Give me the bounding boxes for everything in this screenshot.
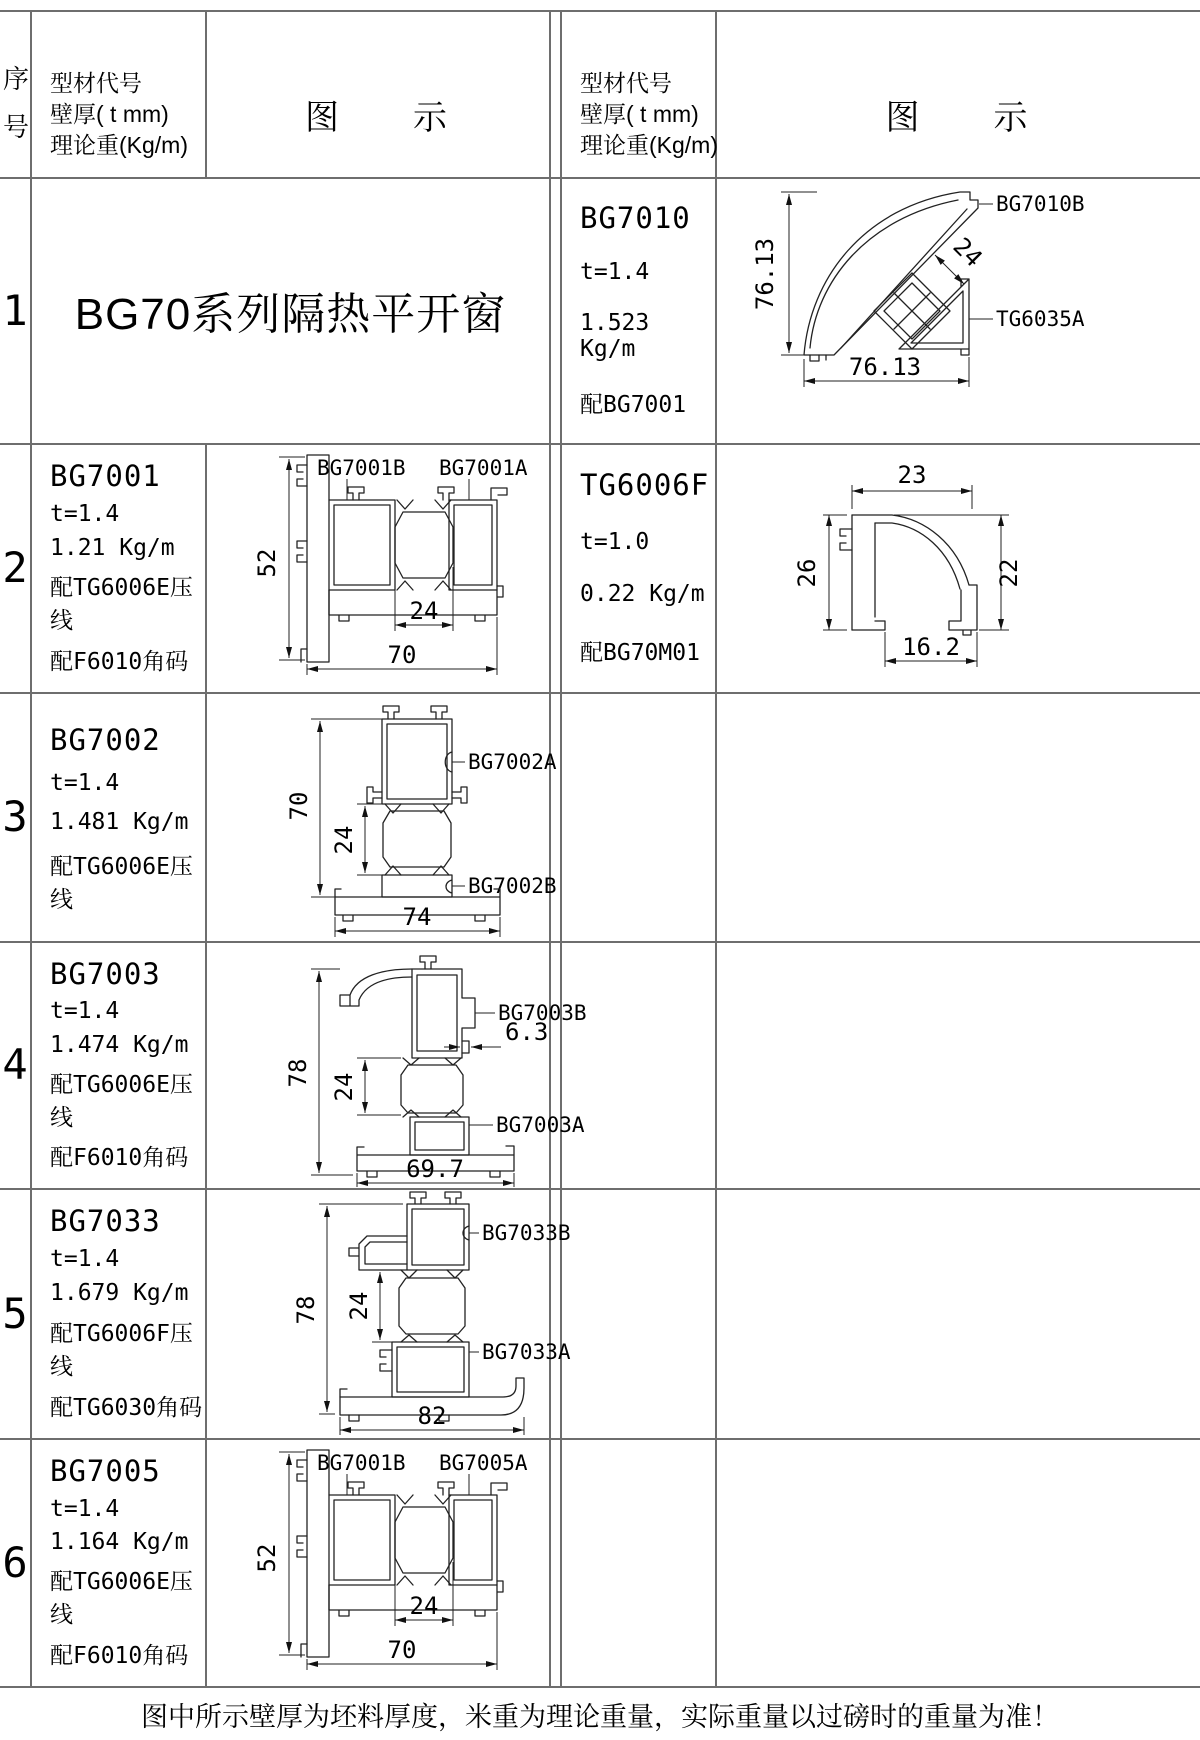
part-label: BG7033B xyxy=(482,1221,571,1245)
part-label: BG7001A xyxy=(439,456,528,480)
spec-line: 配TG6006E压线 xyxy=(50,575,193,634)
profile-code: TG6006F xyxy=(580,468,710,503)
profile-code: BG7033 xyxy=(50,1204,161,1239)
grid-line-v-divider-a xyxy=(549,10,551,1686)
spec-line: 配TG6006E压线 xyxy=(50,854,193,914)
dim-width: 74 xyxy=(402,903,432,931)
profile-drawing-tg6006f xyxy=(717,445,1200,690)
series-title: BG70系列隔热平开窗 xyxy=(74,290,507,339)
grid-line-h xyxy=(0,941,1200,943)
grid-line-h xyxy=(0,1438,1200,1440)
profile-drawing-bg7002 xyxy=(207,694,557,939)
dim-break: 24 xyxy=(345,1291,373,1321)
spec-line: t=1.4 xyxy=(50,769,120,796)
part-label: BG7005A xyxy=(439,1451,528,1475)
profile-code: BG7010 xyxy=(580,201,691,236)
header-spec-line: 理论重(Kg/m) xyxy=(580,132,718,158)
spec-line: 配TG6006E压线 xyxy=(50,1071,193,1131)
part-label: BG7003B xyxy=(498,1001,587,1025)
dim-break: 24 xyxy=(330,825,358,855)
dim-break: 24 xyxy=(409,1592,439,1620)
dim-height: 76.13 xyxy=(751,237,779,311)
dim-height: 52 xyxy=(253,548,281,578)
spec-line: 1.481 Kg/m xyxy=(50,809,189,836)
serial-4: 4 xyxy=(2,1040,28,1089)
spec-line: 1.164 Kg/m xyxy=(50,1529,189,1556)
header-spec-line: 壁厚( t mm) xyxy=(50,101,169,127)
header-spec-right xyxy=(580,68,718,161)
spec-line: 配F6010角码 xyxy=(50,1145,189,1172)
spec-bg7002 xyxy=(50,716,205,921)
header-serial: 序号 xyxy=(2,64,29,142)
part-label: BG7010B xyxy=(996,192,1085,216)
header-diagram-right: 图 示 xyxy=(885,99,1030,137)
profile-drawing-bg7010 xyxy=(717,179,1200,443)
header-spec-line: 壁厚( t mm) xyxy=(580,101,699,127)
spec-line: t=1.4 xyxy=(580,259,650,286)
footer-note: 图中所示壁厚为坯料厚度，米重为理论重量，实际重量以过磅时的重量为准！ xyxy=(141,1702,1059,1732)
part-label: TG6035A xyxy=(996,307,1085,331)
grid-line-h xyxy=(0,1188,1200,1190)
grid-line-h xyxy=(0,10,1200,12)
profile-code: BG7002 xyxy=(50,722,161,757)
spec-bg7001 xyxy=(50,455,205,680)
spec-line: 配F6010角码 xyxy=(50,1643,189,1670)
dim-width: 82 xyxy=(417,1402,447,1430)
spec-tg6006f xyxy=(580,455,715,680)
profile-drawing-bg7005 xyxy=(207,1440,547,1684)
part-label: BG7001B xyxy=(317,456,406,480)
profile-code: BG7005 xyxy=(50,1453,161,1488)
header-spec-left xyxy=(50,68,188,161)
spec-line: t=1.0 xyxy=(580,528,650,555)
spec-line: 0.22 Kg/m xyxy=(580,581,705,608)
dim-height: 52 xyxy=(253,1543,281,1573)
spec-bg7010 xyxy=(580,189,715,431)
spec-line: t=1.4 xyxy=(50,998,120,1025)
spec-line: 配TG6006E压线 xyxy=(50,1569,193,1629)
spec-line: 1.523 Kg/m xyxy=(580,309,650,362)
spec-bg7033 xyxy=(50,1200,205,1426)
grid-line-h xyxy=(0,1686,1200,1688)
part-label: BG7002B xyxy=(468,874,557,898)
spec-line: 配TG6006F压线 xyxy=(50,1320,193,1380)
dim-right: 22 xyxy=(995,558,1023,588)
dim-break: 24 xyxy=(947,232,988,273)
dim-width: 70 xyxy=(387,641,417,669)
dim-top: 23 xyxy=(897,461,927,489)
part-label: BG7002A xyxy=(468,750,557,774)
header-spec-line: 型材代号 xyxy=(580,70,672,96)
spec-line: 1.21 Kg/m xyxy=(50,535,175,561)
grid-line-h xyxy=(0,692,1200,694)
spec-line: 1.679 Kg/m xyxy=(50,1280,189,1307)
header-spec-line: 型材代号 xyxy=(50,70,142,96)
spec-line: 1.474 Kg/m xyxy=(50,1031,189,1058)
spec-line: t=1.4 xyxy=(50,501,120,527)
dim-height: 78 xyxy=(292,1295,320,1325)
dim-width: 70 xyxy=(387,1636,417,1664)
serial-2: 2 xyxy=(2,543,28,592)
serial-5: 5 xyxy=(2,1288,28,1338)
spec-line: 配F6010角码 xyxy=(50,649,189,675)
part-label: BG7033A xyxy=(482,1340,571,1364)
profile-drawing-bg7001 xyxy=(207,445,547,690)
spec-line: t=1.4 xyxy=(50,1246,120,1273)
serial-3: 3 xyxy=(2,792,28,841)
spec-line: t=1.4 xyxy=(50,1495,120,1522)
spec-line: 配TG6030角码 xyxy=(50,1394,203,1421)
dim-left: 26 xyxy=(793,558,821,588)
profile-drawing-bg7003 xyxy=(207,943,587,1186)
grid-line-v-divider-b xyxy=(560,10,562,1686)
dim-break: 24 xyxy=(330,1072,358,1102)
dim-bottom: 16.2 xyxy=(902,633,960,661)
profile-drawing-bg7033 xyxy=(207,1190,571,1436)
spec-line: 配BG70M01 xyxy=(580,639,700,666)
part-label: BG7001B xyxy=(317,1451,406,1475)
dim-height: 70 xyxy=(285,791,313,821)
profile-code: BG7001 xyxy=(50,459,161,493)
spec-bg7003 xyxy=(50,953,205,1176)
spec-line: 配BG7001 xyxy=(580,391,687,418)
part-label: BG7003A xyxy=(496,1113,585,1137)
header-spec-line: 理论重(Kg/m) xyxy=(50,132,188,158)
dim-tab: 6.3 xyxy=(505,1018,549,1046)
dim-break: 24 xyxy=(409,597,439,625)
profile-code: BG7003 xyxy=(50,956,161,991)
serial-1: 1 xyxy=(2,285,28,335)
dim-width: 76.13 xyxy=(848,353,922,381)
header-diagram-left: 图 示 xyxy=(305,99,449,137)
dim-width: 69.7 xyxy=(406,1155,464,1183)
serial-6: 6 xyxy=(2,1537,28,1587)
spec-bg7005 xyxy=(50,1450,205,1674)
dim-height: 78 xyxy=(284,1058,312,1088)
